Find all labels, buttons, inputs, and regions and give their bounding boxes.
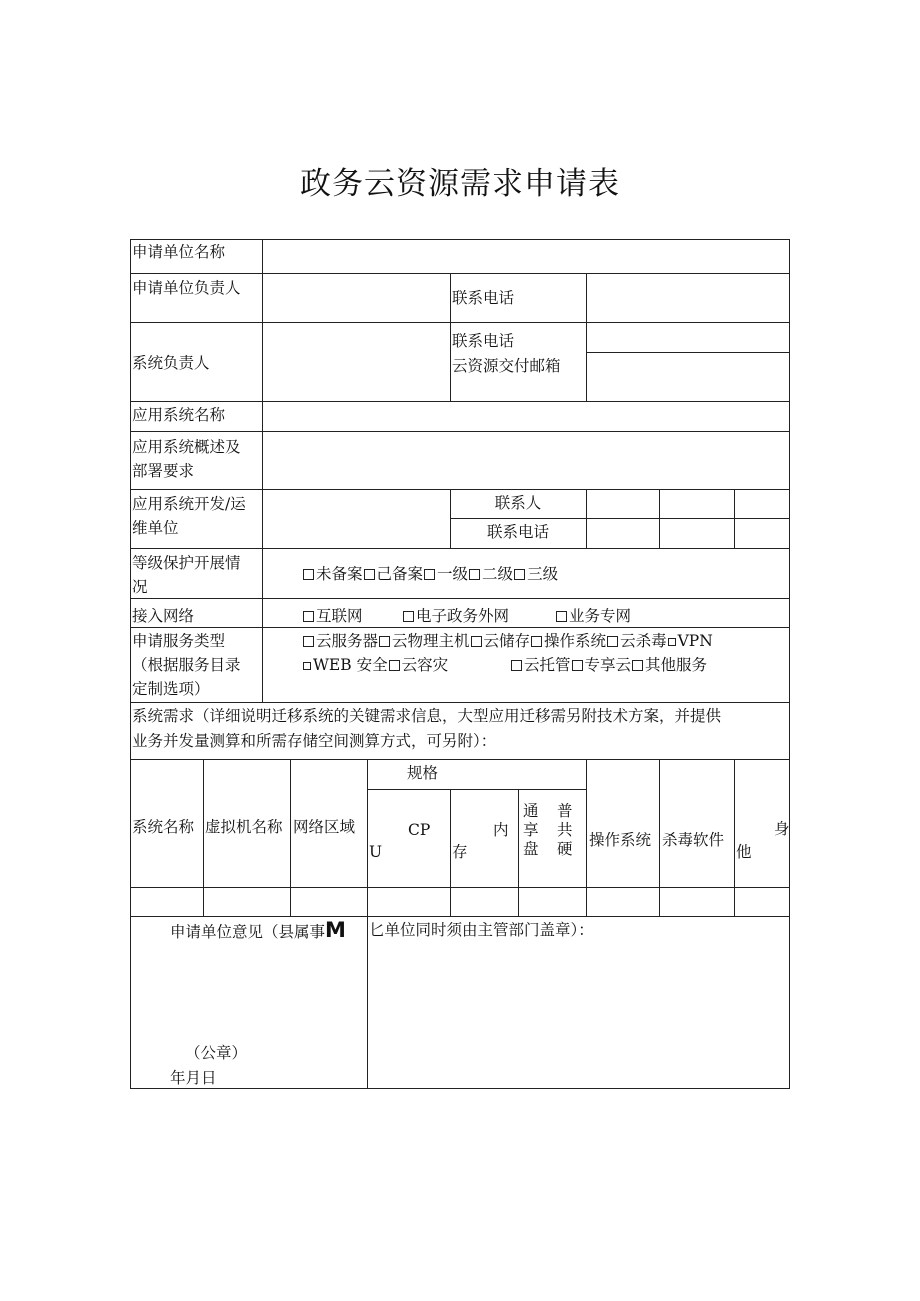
service-label-line2: （根据服务目录 <box>132 656 241 674</box>
opinion-label-right: 匕单位同时须由主管部门盖章）： <box>369 921 594 939</box>
system-owner-label: 系统负责人 <box>132 354 210 372</box>
col-os: 操作系统 <box>589 831 652 849</box>
checkbox-vpn[interactable]: VPN <box>667 632 713 650</box>
checkbox-cloud-server[interactable]: 云服务器 <box>302 632 378 650</box>
checkbox-cloud-antivirus[interactable]: 云杀毒 <box>606 632 667 650</box>
app-desc-label-line2: 部署要求 <box>132 462 195 480</box>
dev-unit-label-line2: 维单位 <box>132 519 179 537</box>
service-options-line2b <box>510 653 707 677</box>
service-options-line2a <box>302 653 448 677</box>
checkbox-level1[interactable]: 一级 <box>423 565 468 583</box>
applicant-unit-label: 申请单位名称 <box>132 243 226 261</box>
checkbox-physical-host[interactable]: 云物理主机 <box>378 632 470 650</box>
checkbox-other-service[interactable]: 其他服务 <box>631 656 707 674</box>
col-network-zone: 网络区域 <box>293 818 356 836</box>
date-label: 年月日 <box>170 1069 217 1087</box>
grade-options <box>302 562 558 586</box>
app-desc-label-line1: 应用系统概述及 <box>132 438 241 456</box>
col-antivirus: 杀毒软件 <box>662 831 725 849</box>
dev-contact-label: 联系人 <box>494 494 542 512</box>
checkbox-os[interactable]: 操作系统 <box>530 632 606 650</box>
col-memory-part1: 内 <box>493 821 509 839</box>
col-cpu-part2: U <box>369 843 383 861</box>
stamp-mark: M <box>325 918 346 942</box>
checkbox-level2[interactable]: 二级 <box>468 565 513 583</box>
col-other-part1: 身 <box>774 820 790 838</box>
checkbox-filed[interactable]: 己备案 <box>363 565 424 583</box>
checkbox-dedicated-cloud[interactable]: 专享云 <box>571 656 632 674</box>
applicant-head-label: 申请单位负责人 <box>132 279 241 297</box>
checkbox-web-security[interactable]: WEB 安全 <box>302 656 388 674</box>
grade-label-line2: 况 <box>132 578 148 596</box>
checkbox-internet[interactable]: 互联网 <box>302 604 363 628</box>
requirement-text-line1: 系统需求（详细说明迁移系统的关键需求信息，大型应用迁移需另附技术方案，并提供 <box>132 707 722 725</box>
checkbox-cloud-hosting[interactable]: 云托管 <box>510 656 571 674</box>
applicant-phone-label: 联系电话 <box>452 289 515 307</box>
opinion-label-left: 申请单位意见（县属事M <box>170 918 346 942</box>
col-disk-1: 通 享 盘 <box>523 802 539 858</box>
page-title: 政务云资源需求申请表 <box>300 166 620 202</box>
owner-email-label: 云资源交付邮箱 <box>452 357 561 375</box>
col-memory-part2: 存 <box>452 843 468 861</box>
col-other-part2: 他 <box>736 843 752 861</box>
col-disk-2: 普 共 硬 <box>557 802 573 858</box>
checkbox-private-network[interactable]: 业务专网 <box>555 604 631 628</box>
dev-phone-label: 联系电话 <box>486 523 549 541</box>
service-options-line1 <box>302 629 713 653</box>
service-label-line1: 申请服务类型 <box>132 632 226 650</box>
seal-label: （公章） <box>185 1044 248 1062</box>
checkbox-cloud-dr[interactable]: 云容灾 <box>388 656 449 674</box>
owner-phone-label: 联系电话 <box>452 332 515 350</box>
checkbox-egov-network[interactable]: 电子政务外网 <box>402 604 509 628</box>
col-system-name: 系统名称 <box>132 818 195 836</box>
grade-label-line1: 等级保护开展情 <box>132 554 241 572</box>
checkbox-unfiled[interactable]: 未备案 <box>302 565 363 583</box>
dev-unit-label-line1: 应用系统开发/运 <box>132 495 246 513</box>
checkbox-cloud-storage[interactable]: 云储存 <box>470 632 531 650</box>
requirement-text-line2: 业务并发量测算和所需存储空间测算方式，可另附）： <box>132 732 497 750</box>
network-label: 接入网络 <box>132 607 195 625</box>
checkbox-level3[interactable]: 三级 <box>513 565 558 583</box>
col-cpu-part1: CP <box>408 821 431 839</box>
service-label-line3: 定制选项） <box>132 680 210 698</box>
col-vm-name: 虚拟机名称 <box>205 818 283 836</box>
app-name-label: 应用系统名称 <box>132 406 226 424</box>
spec-header: 规格 <box>407 764 439 782</box>
